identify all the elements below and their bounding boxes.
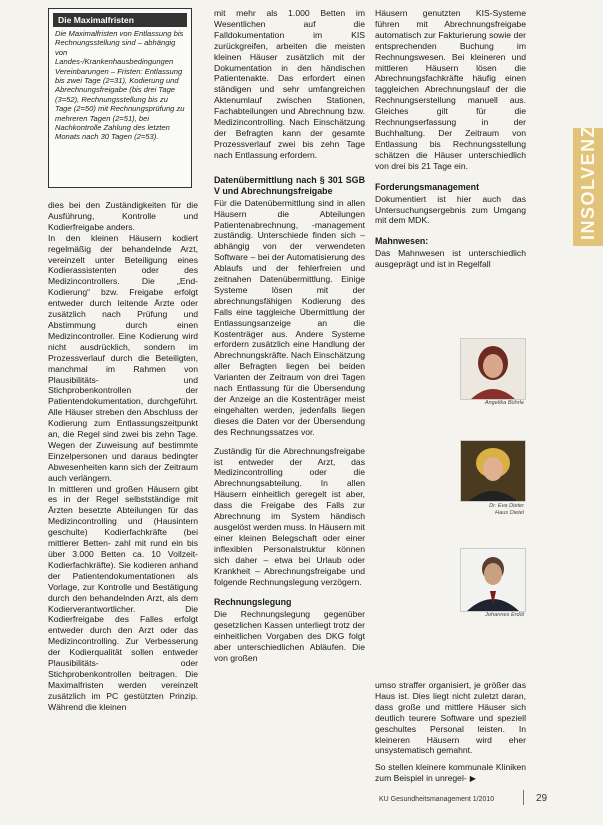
continue-arrow-icon: ▶ (469, 774, 476, 784)
portrait-man-icon (461, 549, 525, 611)
section-tab-label: INSOLVENZ (578, 124, 598, 240)
info-box-title: Die Maximalfristen (53, 13, 187, 27)
photo-caption: Dr. Eva Dieter Haus Dietel (489, 503, 524, 516)
footer-journal: KU Gesundheitsmanagement 1/2010 (379, 796, 495, 803)
paragraph (375, 762, 526, 785)
photo-caption: Angelika Bührle (484, 400, 524, 406)
footer-divider (523, 790, 524, 805)
column-1 (48, 200, 198, 713)
info-box (48, 8, 192, 188)
section-heading: Rechnungslegung (214, 597, 292, 608)
info-box-text: Die Maximalfristen von Entlassung bis Rechnungsstellung sind – abhängig von Landes-/Krankenhausbedingungen Vereinbarungen – Fristen: Entlassung bis zwei Tage (2=31), Kodierung und Abrechnungsfreigabe (bis drei Tage (3=52), Rechnungsstellung bis zu Tage (2=50) mit Rechnungsprüfung zu mehreren Tagen (2=51), bei Nachkontrolle Zahlung des letzten Monats nach 30 Tagen (2=53). (55, 29, 185, 142)
paragraph: Das Mahnwesen ist unterschiedlich ausgeprägt und ist in Regelfall (375, 248, 526, 270)
paragraph-text: So stellen kleinere kommunale Kliniken zum Beispiel in unregel- (375, 762, 526, 784)
section-heading: Forderungsmanagement (375, 181, 480, 192)
paragraph: Für die Datenübermittlung sind in allen Häusern die Abteilungen Patientenabrechnung, -management zuständig. Unterschiede finden sich – abhängig von der verwendeten Software – bei der Automatisierung des Ablaufs und der fehlerfreien und zeitnahen Datenübermittlung. Einige Systeme lösen mit der abrechnungsfähigen Kodierung des Falls eine taggleiche Übermittlung der Entlassungsanzeige an die Kostenträger aus. Andere Systeme erfordern zusätzlich eine Handlung der Abrechnungskräfte. Nach Einschätzung aller Befragten liegen bei beiden Varianten der Zeitraum von drei Tagen nach Entlassung für die Übersendung der Anzeige an die Kostenträger meist eingehalten werden, jedenfalls liegen dieses die Daten vor der Übersendung des Rechnungssatzes vor. (214, 197, 365, 437)
paragraph: In den kleinen Häusern kodiert regelmäßig der behandelnde Arzt, vereinzelt unter Beteiligung eines Kodierassistenten oder des Medizincontrollers. Die „End-Kodierung“ bzw. Freigabe erfolgt entweder durch leitende Ärzte oder zusätzlich nach Prüfung und Abstimmung durch einen Medizincontroller. Eine Kodierung wird nicht ausdrücklich, sondern im Prozessverlauf durch die Beteiligten, manchmal im Rahmen von Plausibilitäts- und Stichprobenkontrollen der Patientendokumentation, durchgeführt. Alle Häuser streben den Abschluss der Kodierung zum Entlassungszeitpunkt an, die Regel sind zwei bis zehn Tage. Wegen der Zuweisung auf bestimmte Einzelpersonen und daraus bedingter Abwesenheiten kann sich der Zeitraum auch verlängern. (48, 232, 198, 483)
paragraph: In mittleren und großen Häusern gibt es in der Regel selbstständige mit Ärzten besetzte Abteilungen für das Medizincontrolling und (Hausintern geschulte) Kodierfachkräfte (bei mittlerer Betten- zahl mit rund ein bis über 3.000 Betten ca. 10 Vollzeit-Kodierfachkräfte). Sie kodieren anhand der Patientendokumentationen als Vorlage, zur Kontrolle und Bestätigung durch den behandelnden Arzt, als dem Kodierverantwortlicher. Die Kodierfreigabe des Falles erfolgt entweder durch den Arzt oder das Medizincontrolling. Zur Verbesserung der Kodierqualität sollen entweder Plausibilitäts- oder Stichprobenkontrollen beitragen. Die Maximalfristen werden vereinzelt zusätzlich im PC gestützten Prinzip. Während die kleinen (48, 483, 198, 712)
column-3-bottom (375, 680, 526, 785)
paragraph: umso straffer organisiert, je größer das Haus ist. Dies liegt nicht zuletzt daran, dass große und mittlere Häuser sich deutlich teurere Software und speziell geschultes Personal leisten. In kleineren Häusern wird eher unsystematisch gemahnt. (375, 680, 526, 756)
paragraph: Dokumentiert ist hier auch das Untersuchungsergebnis zum Umgang mit dem MDK. (375, 193, 526, 226)
paragraph: mit mehr als 1.000 Betten im Wesentlichen auf die Falldokumentation im KIS zurückgreifen, arbeiten die meisten kleinen Häuser zusätzlich mit der Dokumentation in den händischen Patientenakte. Das erfordert einen ständigen und sehr umfangreichen Aktenumlauf zwischen Stationen, Fachabteilungen und Abrechnung bzw. Medizincontrolling. Nach Einschätzung der Befragten kann der gesamte Prozessverlauf zwei bis zehn Tage nach Entlassung erfordern. (214, 8, 365, 160)
paragraph: Die Rechnungslegung gegenüber gesetzlichen Kassen unterliegt trotz der einheitlichen Vorgaben des DKG folgt aber unterschiedlichen Abläufen. Die von großen (214, 609, 365, 664)
photo-caption: Johannes Erdöl (485, 612, 524, 618)
paragraph: dies bei den Zuständigkeiten für die Ausführung, Kontrolle und Kodierfreigabe anders. (48, 200, 198, 232)
column-2 (214, 8, 365, 664)
section-heading: Mahnwesen: (375, 236, 429, 247)
column-3 (375, 8, 526, 270)
portrait-photo (460, 338, 526, 400)
portrait-woman-icon (461, 441, 525, 501)
page-number: 29 (536, 793, 548, 804)
portrait-photo (460, 548, 526, 612)
paragraph: Häusern genutzten KIS-Systeme führen mit Abrechnungsfreigabe automatisch zur Fakturierung sowie der entsprechenden Buchung im Rechnungswesen. Bei kleineren und mittleren Häusern lösen die Abrechnungsfachkräfte häufig einen taggleichen Abrechnungslauf der die Rechnungserstellung manuell aus. Gleiches gilt für die Rechnungserfassung in der Buchhaltung. Der Zeitraum von Entlassung bis Rechnungsstellung schätzen die Häuser unterschiedlich von drei bis 21 Tage ein. (375, 8, 526, 171)
portrait-photo (460, 440, 526, 502)
paragraph: Zuständig für die Abrechnungsfreigabe ist entweder der Arzt, das Medizincontrolling oder die Abrechnungsabteilung. In allen Häusern einheitlich geregelt ist aber, dass die Freigabe des Falls zur Abrechnung im System händisch ausgelöst werden muss. In Häusern mit einer kleinen Belegschaft oder einer inflexiblen Personalstruktur können sich daher – etwa bei Urlaub oder Krankheit – Abrechnungsfreigabe und folgende Rechnungslegung verzögern. (214, 445, 365, 587)
section-tab (573, 124, 603, 246)
section-heading: Datenübermittlung nach § 301 SGB V und Abrechnungsfreigabe (214, 174, 365, 196)
portrait-woman-icon (461, 339, 525, 399)
